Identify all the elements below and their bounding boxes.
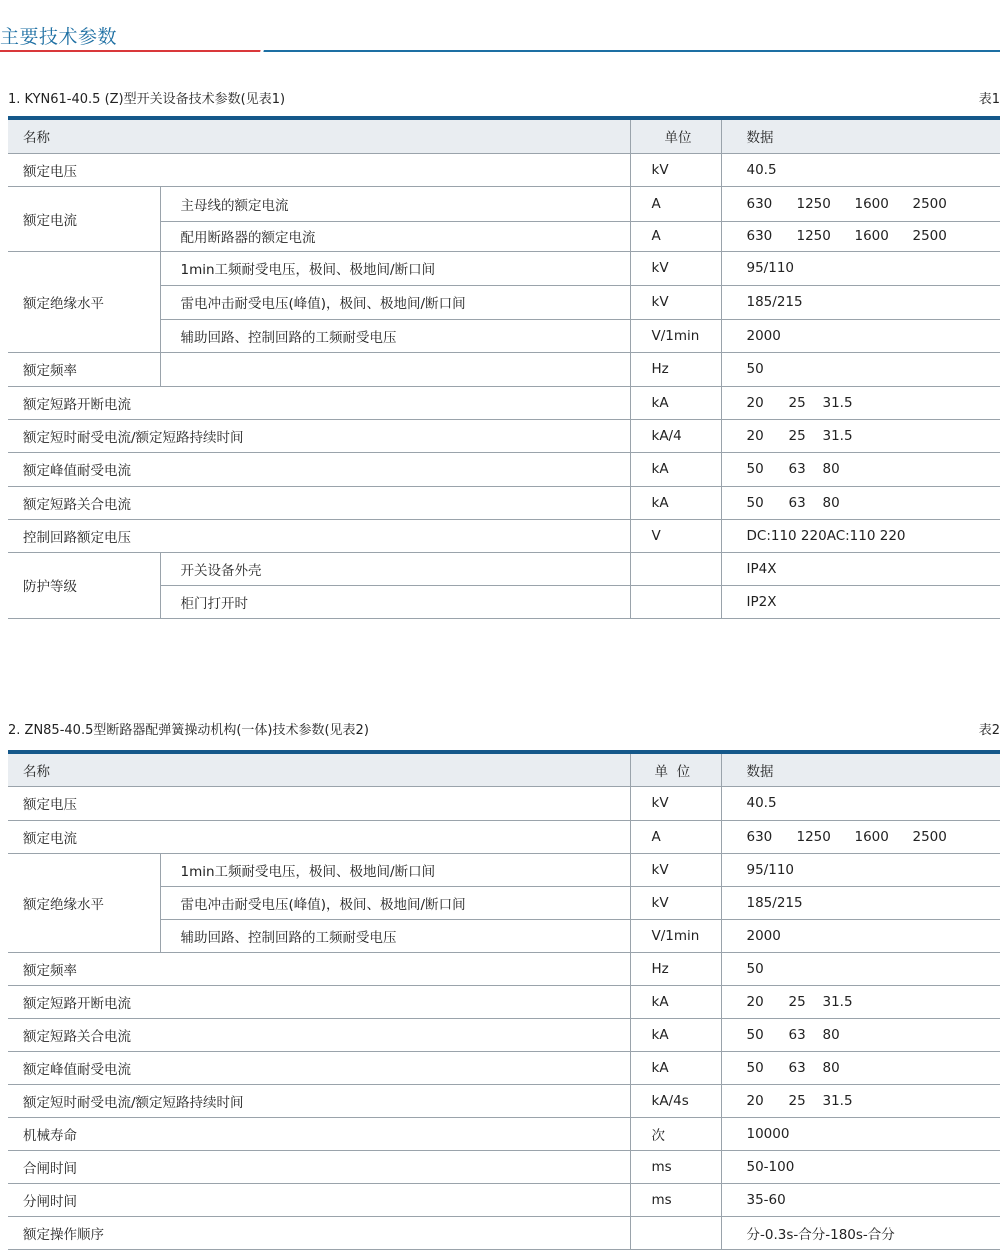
table-row <box>8 1117 1000 1150</box>
row-unit: V <box>630 519 721 552</box>
row-unit: kA/4 <box>630 419 721 452</box>
value-item: 2500 <box>912 828 947 845</box>
value-item: 25 <box>788 394 806 411</box>
table-row <box>8 552 1000 585</box>
value-item: 63 <box>788 461 806 477</box>
value-item: 20 <box>746 1092 764 1109</box>
row-sublabel-empty <box>160 352 630 386</box>
header-data: 数据 <box>721 118 1000 153</box>
row-name: 合闸时间 <box>8 1150 630 1183</box>
row-unit: kA <box>630 1018 721 1051</box>
row-values <box>721 486 1000 519</box>
row-values <box>721 820 1000 853</box>
row-sublabel: 柜门打开时 <box>160 585 630 618</box>
row-unit-empty <box>630 585 721 618</box>
table-row <box>8 486 1000 519</box>
table2-number: 表2 <box>978 723 1000 738</box>
row-unit: Hz <box>630 352 721 386</box>
value-item: 50 <box>746 461 764 477</box>
row-value: 35-60 <box>721 1183 1000 1216</box>
value-item: AC:110 220 <box>826 527 906 544</box>
table-row <box>8 386 1000 419</box>
row-values <box>721 186 1000 221</box>
row-sublabel: 辅助回路、控制回路的工频耐受电压 <box>160 319 630 352</box>
table-header-row <box>8 752 1000 786</box>
row-unit: A <box>630 186 721 221</box>
table-row <box>8 452 1000 486</box>
row-values <box>721 1084 1000 1117</box>
table1 <box>8 116 1000 619</box>
row-values <box>721 1018 1000 1051</box>
table-header-row <box>8 118 1000 153</box>
row-name: 额定电流 <box>8 186 160 251</box>
table-row <box>8 1183 1000 1216</box>
row-value: 95/110 <box>721 853 1000 886</box>
header-name: 名称 <box>8 118 630 153</box>
value-item: 630 <box>746 195 773 212</box>
table-row <box>8 1051 1000 1084</box>
value-item: DC:110 220 <box>746 527 827 544</box>
table-row <box>8 952 1000 985</box>
row-unit: kV <box>630 285 721 319</box>
row-name: 分闸时间 <box>8 1183 630 1216</box>
table-row <box>8 820 1000 853</box>
row-unit: kV <box>630 153 721 186</box>
row-sublabel: 配用断路器的额定电流 <box>160 221 630 251</box>
table-row <box>8 985 1000 1018</box>
row-name: 额定短路关合电流 <box>8 486 630 519</box>
table-row <box>8 1084 1000 1117</box>
table2-block <box>8 721 1000 1250</box>
row-value: IP4X <box>721 552 1000 585</box>
row-unit <box>630 1216 721 1249</box>
row-unit: V/1min <box>630 919 721 952</box>
table1-caption-row <box>8 90 1000 110</box>
table-row <box>8 186 1000 221</box>
value-item: 1250 <box>796 828 831 845</box>
value-item: 50 <box>746 1026 764 1043</box>
value-item: 2500 <box>912 195 947 212</box>
row-value: 2000 <box>721 319 1000 352</box>
row-name: 额定电压 <box>8 153 630 186</box>
row-sublabel: 开关设备外壳 <box>160 552 630 585</box>
row-unit: kV <box>630 853 721 886</box>
value-item: 20 <box>746 394 764 411</box>
value-item: 630 <box>746 228 773 244</box>
row-name: 额定短时耐受电流/额定短路持续时间 <box>8 419 630 452</box>
row-name: 额定短路关合电流 <box>8 1018 630 1051</box>
value-item: 1600 <box>854 228 889 244</box>
row-values <box>721 452 1000 486</box>
row-name: 额定频率 <box>8 952 630 985</box>
value-item: 1600 <box>854 195 889 212</box>
table-row <box>8 1150 1000 1183</box>
value-item: 25 <box>788 427 806 444</box>
table-row <box>8 519 1000 552</box>
table2 <box>8 750 1000 1250</box>
row-sublabel: 1min工频耐受电压，极间、极地间/断口间 <box>160 853 630 886</box>
value-item: 80 <box>822 494 840 511</box>
row-unit: 次 <box>630 1117 721 1150</box>
title-divider <box>0 50 1000 53</box>
value-item: 20 <box>746 427 764 444</box>
row-unit: kV <box>630 786 721 820</box>
row-name: 额定短路开断电流 <box>8 386 630 419</box>
value-item: 63 <box>788 494 806 511</box>
value-item: 25 <box>788 1092 806 1109</box>
table2-caption-row <box>8 721 1000 741</box>
row-values <box>721 419 1000 452</box>
row-value: 40.5 <box>721 786 1000 820</box>
row-value: 分-0.3s-合分-180s-合分 <box>721 1216 1000 1249</box>
row-values <box>721 386 1000 419</box>
row-name: 机械寿命 <box>8 1117 630 1150</box>
row-sublabel: 雷电冲击耐受电压(峰值)，极间、极地间/断口间 <box>160 285 630 319</box>
table-row <box>8 1018 1000 1051</box>
row-unit: kA <box>630 985 721 1018</box>
row-unit: kA <box>630 1051 721 1084</box>
value-item: 63 <box>788 1026 806 1043</box>
row-name: 额定短路开断电流 <box>8 985 630 1018</box>
value-item: 20 <box>746 993 764 1010</box>
row-sublabel: 辅助回路、控制回路的工频耐受电压 <box>160 919 630 952</box>
value-item: 31.5 <box>822 993 853 1010</box>
header-name: 名称 <box>8 752 630 786</box>
row-unit: V/1min <box>630 319 721 352</box>
row-unit: ms <box>630 1150 721 1183</box>
page-title: 主要技术参数 <box>0 26 118 48</box>
value-item: 2500 <box>912 228 947 244</box>
table-row <box>8 352 1000 386</box>
row-values <box>721 519 1000 552</box>
row-unit: ms <box>630 1183 721 1216</box>
table2-caption: 2. ZN85-40.5型断路器配弹簧操动机构(一体)技术参数(见表2) <box>8 723 369 738</box>
value-item: 80 <box>822 1026 840 1043</box>
row-unit: A <box>630 820 721 853</box>
row-sublabel: 主母线的额定电流 <box>160 186 630 221</box>
row-name: 额定电压 <box>8 786 630 820</box>
table-row <box>8 786 1000 820</box>
value-item: 80 <box>822 1059 840 1076</box>
row-unit: kA <box>630 486 721 519</box>
row-value: 2000 <box>721 919 1000 952</box>
row-value: 10000 <box>721 1117 1000 1150</box>
row-name: 控制回路额定电压 <box>8 519 630 552</box>
row-unit: kA <box>630 386 721 419</box>
table1-block <box>8 90 1000 619</box>
header-unit: 单 位 <box>630 752 721 786</box>
table-row <box>8 153 1000 186</box>
row-value: 50 <box>721 352 1000 386</box>
table-row <box>8 1216 1000 1249</box>
value-item: 1600 <box>854 828 889 845</box>
row-value: IP2X <box>721 585 1000 618</box>
value-item: 50 <box>746 494 764 511</box>
row-values <box>721 985 1000 1018</box>
value-item: 31.5 <box>822 427 853 444</box>
value-item: 31.5 <box>822 394 853 411</box>
row-sublabel: 雷电冲击耐受电压(峰值)，极间、极地间/断口间 <box>160 886 630 919</box>
table-row <box>8 419 1000 452</box>
row-unit-empty <box>630 552 721 585</box>
row-unit: kA <box>630 452 721 486</box>
table1-number: 表1 <box>978 92 1000 107</box>
table1-caption: 1. KYN61-40.5 (Z)型开关设备技术参数(见表1) <box>8 92 286 107</box>
row-values <box>721 1051 1000 1084</box>
row-unit: Hz <box>630 952 721 985</box>
row-name: 额定峰值耐受电流 <box>8 1051 630 1084</box>
row-value: 50-100 <box>721 1150 1000 1183</box>
value-item: 31.5 <box>822 1092 853 1109</box>
value-item: 1250 <box>796 228 831 244</box>
row-value: 185/215 <box>721 886 1000 919</box>
row-unit: A <box>630 221 721 251</box>
value-item: 1250 <box>796 195 831 212</box>
row-unit: kV <box>630 886 721 919</box>
row-value: 40.5 <box>721 153 1000 186</box>
row-name: 额定绝缘水平 <box>8 853 160 952</box>
row-name: 额定峰值耐受电流 <box>8 452 630 486</box>
row-unit: kA/4s <box>630 1084 721 1117</box>
row-name: 额定操作顺序 <box>8 1216 630 1249</box>
value-item: 50 <box>746 1059 764 1076</box>
row-value: 95/110 <box>721 251 1000 285</box>
value-item: 80 <box>822 461 840 477</box>
row-values <box>721 221 1000 251</box>
row-sublabel: 1min工频耐受电压，极间、极地间/断口间 <box>160 251 630 285</box>
row-name: 额定频率 <box>8 352 160 386</box>
row-name: 额定绝缘水平 <box>8 251 160 352</box>
row-value: 185/215 <box>721 285 1000 319</box>
table-row <box>8 251 1000 285</box>
row-name: 额定短时耐受电流/额定短路持续时间 <box>8 1084 630 1117</box>
value-item: 25 <box>788 993 806 1010</box>
row-name: 防护等级 <box>8 552 160 618</box>
value-item: 630 <box>746 828 773 845</box>
header-data: 数据 <box>721 752 1000 786</box>
table-row <box>8 853 1000 886</box>
header-unit: 单位 <box>630 118 721 153</box>
value-item: 63 <box>788 1059 806 1076</box>
row-value: 50 <box>721 952 1000 985</box>
row-name: 额定电流 <box>8 820 630 853</box>
row-unit: kV <box>630 251 721 285</box>
